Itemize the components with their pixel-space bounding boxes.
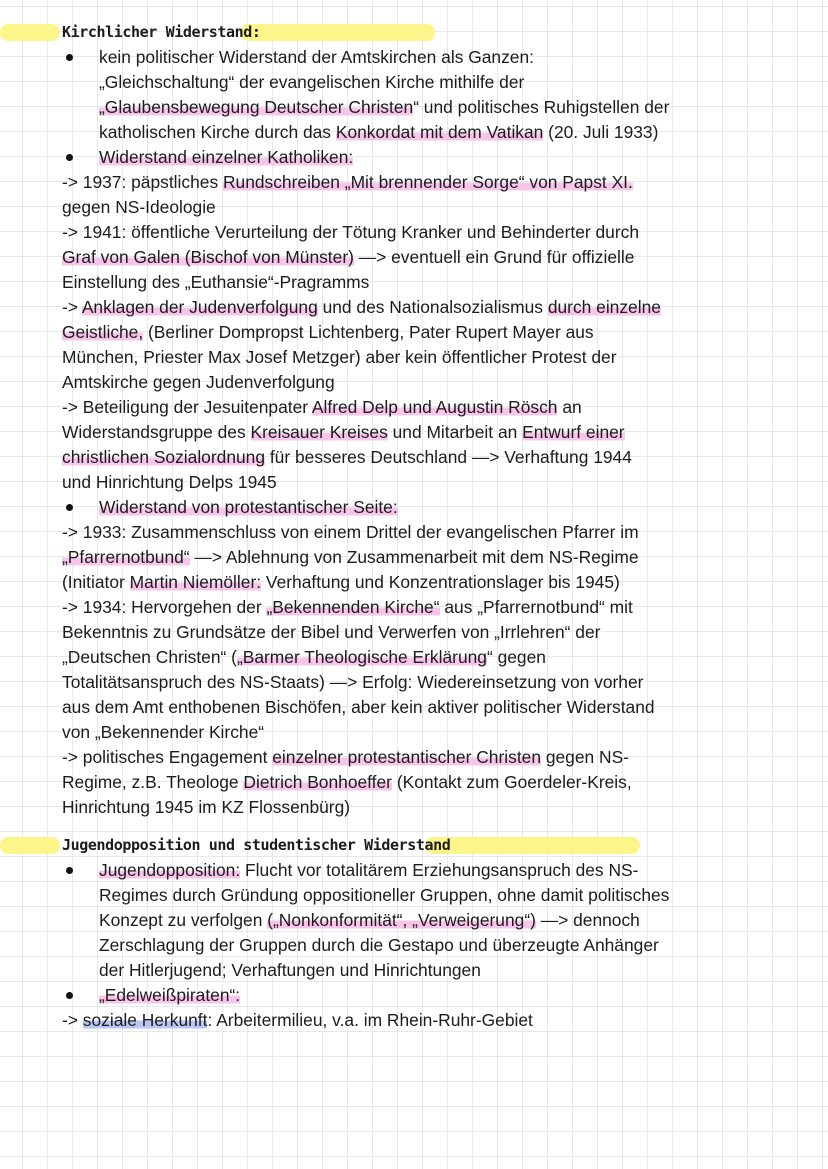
highlighted-text: „Barmer Theologische Erklärung <box>236 647 487 667</box>
text-line <box>0 270 828 295</box>
text-run: —> dennoch <box>535 910 640 930</box>
text-run: der Hitlerjugend; Verhaftungen und Hinrichtungen <box>99 960 481 980</box>
heading-highlight-left <box>0 837 60 854</box>
text-line <box>0 70 828 95</box>
text-run: „Deutschen Christen“ ( <box>62 647 237 667</box>
text-line <box>0 170 828 195</box>
bullet-icon <box>66 154 73 161</box>
highlighted-text: durch einzelne <box>547 297 661 317</box>
text-run: Regime, z.B. Theologe <box>62 772 244 792</box>
text-line <box>0 570 828 595</box>
text-line <box>0 345 828 370</box>
text-run: “ und politisches Ruhigstellen der <box>413 97 670 117</box>
text-run: Einstellung des „Euthansie“-Pragramms <box>62 272 370 292</box>
text-run: -> 1933: Zusammenschluss von einem Drittel der evangelischen Pfarrer im <box>62 522 639 542</box>
highlighted-text: Jugendopposition: <box>99 860 241 880</box>
text-run: katholischen Kirche durch das <box>99 122 336 142</box>
text-line <box>0 420 828 445</box>
highlighted-text: Entwurf einer <box>522 422 625 442</box>
bullet-line <box>0 45 828 70</box>
text-run: (Kontakt zum Goerdeler-Kreis, <box>391 772 632 792</box>
section-heading <box>0 20 828 45</box>
text-run: von „Bekennender Kirche“ <box>62 722 265 742</box>
text-run: Verhaftung und Konzentrationslager bis 1945) <box>261 572 620 592</box>
text-line <box>0 95 828 120</box>
text-run: (Initiator <box>62 572 130 592</box>
text-run: Regimes durch Gründung oppositioneller Gruppen, ohne damit politisches <box>99 885 670 905</box>
text-run: kein politischer Widerstand der Amtskirchen als Ganzen: <box>99 47 534 67</box>
text-line <box>0 720 828 745</box>
highlighted-text: Rundschreiben „Mit brennender Sorge“ von Papst XI. <box>222 172 633 192</box>
highlighted-text: Graf von Galen (Bischof von Münster) <box>62 247 354 267</box>
text-line <box>0 883 828 908</box>
text-run: —> Ablehnung von Zusammenarbeit mit dem NS-Regime <box>189 547 639 567</box>
highlighted-text: „Pfarrernotbund“ <box>62 547 190 567</box>
highlighted-text: „Glaubensbewegung Deutscher Christen <box>99 97 414 117</box>
section-heading <box>0 833 828 858</box>
highlighted-text: („Nonkonformität“, „Verweigerung“) <box>267 910 536 930</box>
heading-text: Kirchlicher Widerstand: <box>62 23 261 41</box>
bullet-line <box>0 983 828 1008</box>
highlighted-text: Widerstand von protestantischer Seite: <box>99 497 398 517</box>
text-line <box>0 320 828 345</box>
text-run: Amtskirche gegen Judenverfolgung <box>62 372 335 392</box>
highlighted-text: Konkordat mit dem Vatikan <box>335 122 544 142</box>
text-line <box>0 520 828 545</box>
text-line <box>0 595 828 620</box>
text-line <box>0 770 828 795</box>
text-run: gegen NS- <box>541 747 629 767</box>
highlighted-text: Kreisauer Kreises <box>250 422 388 442</box>
bullet-icon <box>66 504 73 511</box>
text-run: Konzept zu verfolgen <box>99 910 268 930</box>
text-run: München, Priester Max Josef Metzger) aber kein öffentlicher Protest der <box>62 347 617 367</box>
bullet-icon <box>66 54 73 61</box>
text-run: und Mitarbeit an <box>387 422 523 442</box>
text-line <box>0 795 828 820</box>
text-run: —> eventuell ein Grund für offizielle <box>353 247 635 267</box>
text-line <box>0 1008 828 1033</box>
text-run: Hinrichtung 1945 im KZ Flossenbürg) <box>62 797 351 817</box>
heading-highlight-right <box>240 24 435 41</box>
bullet-icon <box>66 992 73 999</box>
text-line <box>0 958 828 983</box>
text-run: Bekenntnis zu Grundsätze der Bibel und Verwerfen von „Irrlehren“ der <box>62 622 601 642</box>
highlighted-text: Geistliche, <box>62 322 144 342</box>
text-line <box>0 620 828 645</box>
text-run: Flucht vor totalitärem Erziehungsanspruch des NS- <box>240 860 639 880</box>
text-line <box>0 195 828 220</box>
text-run: und Hinrichtung Delps 1945 <box>62 472 277 492</box>
text-run: : Arbeitermilieu, v.a. im Rhein-Ruhr-Gebiet <box>207 1010 533 1030</box>
text-line <box>0 470 828 495</box>
text-line <box>0 933 828 958</box>
section-jugendopposition <box>0 833 828 1033</box>
highlighted-text: Dietrich Bonhoeffer <box>243 772 392 792</box>
text-line <box>0 645 828 670</box>
text-run: -> 1937: päpstliches <box>62 172 223 192</box>
heading-highlight-left <box>0 24 60 41</box>
text-run: Totalitätsanspruch des NS-Staats) —> Erfolg: Wiedereinsetzung von vorher <box>62 672 644 692</box>
text-run: „Gleichschaltung“ der evangelischen Kirche mithilfe der <box>99 72 525 92</box>
text-line <box>0 545 828 570</box>
text-line <box>0 295 828 320</box>
bullet-line <box>0 858 828 883</box>
text-run: aus dem Amt enthobenen Bischöfen, aber kein aktiver politischer Widerstand <box>62 697 655 717</box>
text-run: aus „Pfarrernotbund“ mit <box>439 597 633 617</box>
highlighted-text: „Bekennenden Kirche“ <box>266 597 440 617</box>
text-run: -> <box>62 1010 83 1030</box>
highlighted-text: christlichen Sozialordnung <box>62 447 266 467</box>
text-line <box>0 220 828 245</box>
text-line <box>0 395 828 420</box>
bullet-line <box>0 145 828 170</box>
section-body <box>0 45 828 820</box>
text-run: gegen NS-Ideologie <box>62 197 216 217</box>
text-run: -> 1941: öffentliche Verurteilung der Tötung Kranker und Behinderter durch <box>62 222 640 242</box>
text-run: Widerstandsgruppe des <box>62 422 251 442</box>
section-kirchlicher-widerstand <box>0 20 828 820</box>
highlighted-text: einzelner protestantischer Christen <box>272 747 541 767</box>
text-run: -> Beteiligung der Jesuitenpater <box>62 397 312 417</box>
text-run: “ gegen <box>486 647 546 667</box>
text-line <box>0 245 828 270</box>
text-line <box>0 908 828 933</box>
text-run: (Berliner Dompropst Lichtenberg, Pater Rupert Mayer aus <box>143 322 594 342</box>
highlighted-text: soziale Herkunft <box>82 1010 208 1030</box>
text-run: Zerschlagung der Gruppen durch die Gestapo und überzeugte Anhänger <box>99 935 659 955</box>
highlighted-text: Widerstand einzelner Katholiken: <box>99 147 354 167</box>
text-run: (20. Juli 1933) <box>543 122 659 142</box>
section-body <box>0 858 828 1033</box>
text-line <box>0 370 828 395</box>
highlighted-text: Alfred Delp und Augustin Rösch <box>311 397 558 417</box>
text-run: -> 1934: Hervorgehen der <box>62 597 267 617</box>
heading-text: Jugendopposition und studentischer Widerstand <box>62 836 451 854</box>
bullet-line <box>0 495 828 520</box>
highlighted-text: Anklagen der Judenverfolgung <box>81 297 318 317</box>
text-run: -> <box>62 297 82 317</box>
bullet-icon <box>66 867 73 874</box>
text-run: und des Nationalsozialismus <box>317 297 548 317</box>
text-line <box>0 745 828 770</box>
text-line <box>0 670 828 695</box>
text-run: -> politisches Engagement <box>62 747 273 767</box>
text-line <box>0 445 828 470</box>
highlighted-text: Martin Niemöller: <box>129 572 262 592</box>
text-run: für besseres Deutschland —> Verhaftung 1944 <box>265 447 632 467</box>
highlighted-text: „Edelweißpiraten“: <box>99 985 241 1005</box>
text-run: an <box>557 397 582 417</box>
text-line <box>0 695 828 720</box>
heading-highlight-right <box>425 837 640 854</box>
text-line <box>0 120 828 145</box>
